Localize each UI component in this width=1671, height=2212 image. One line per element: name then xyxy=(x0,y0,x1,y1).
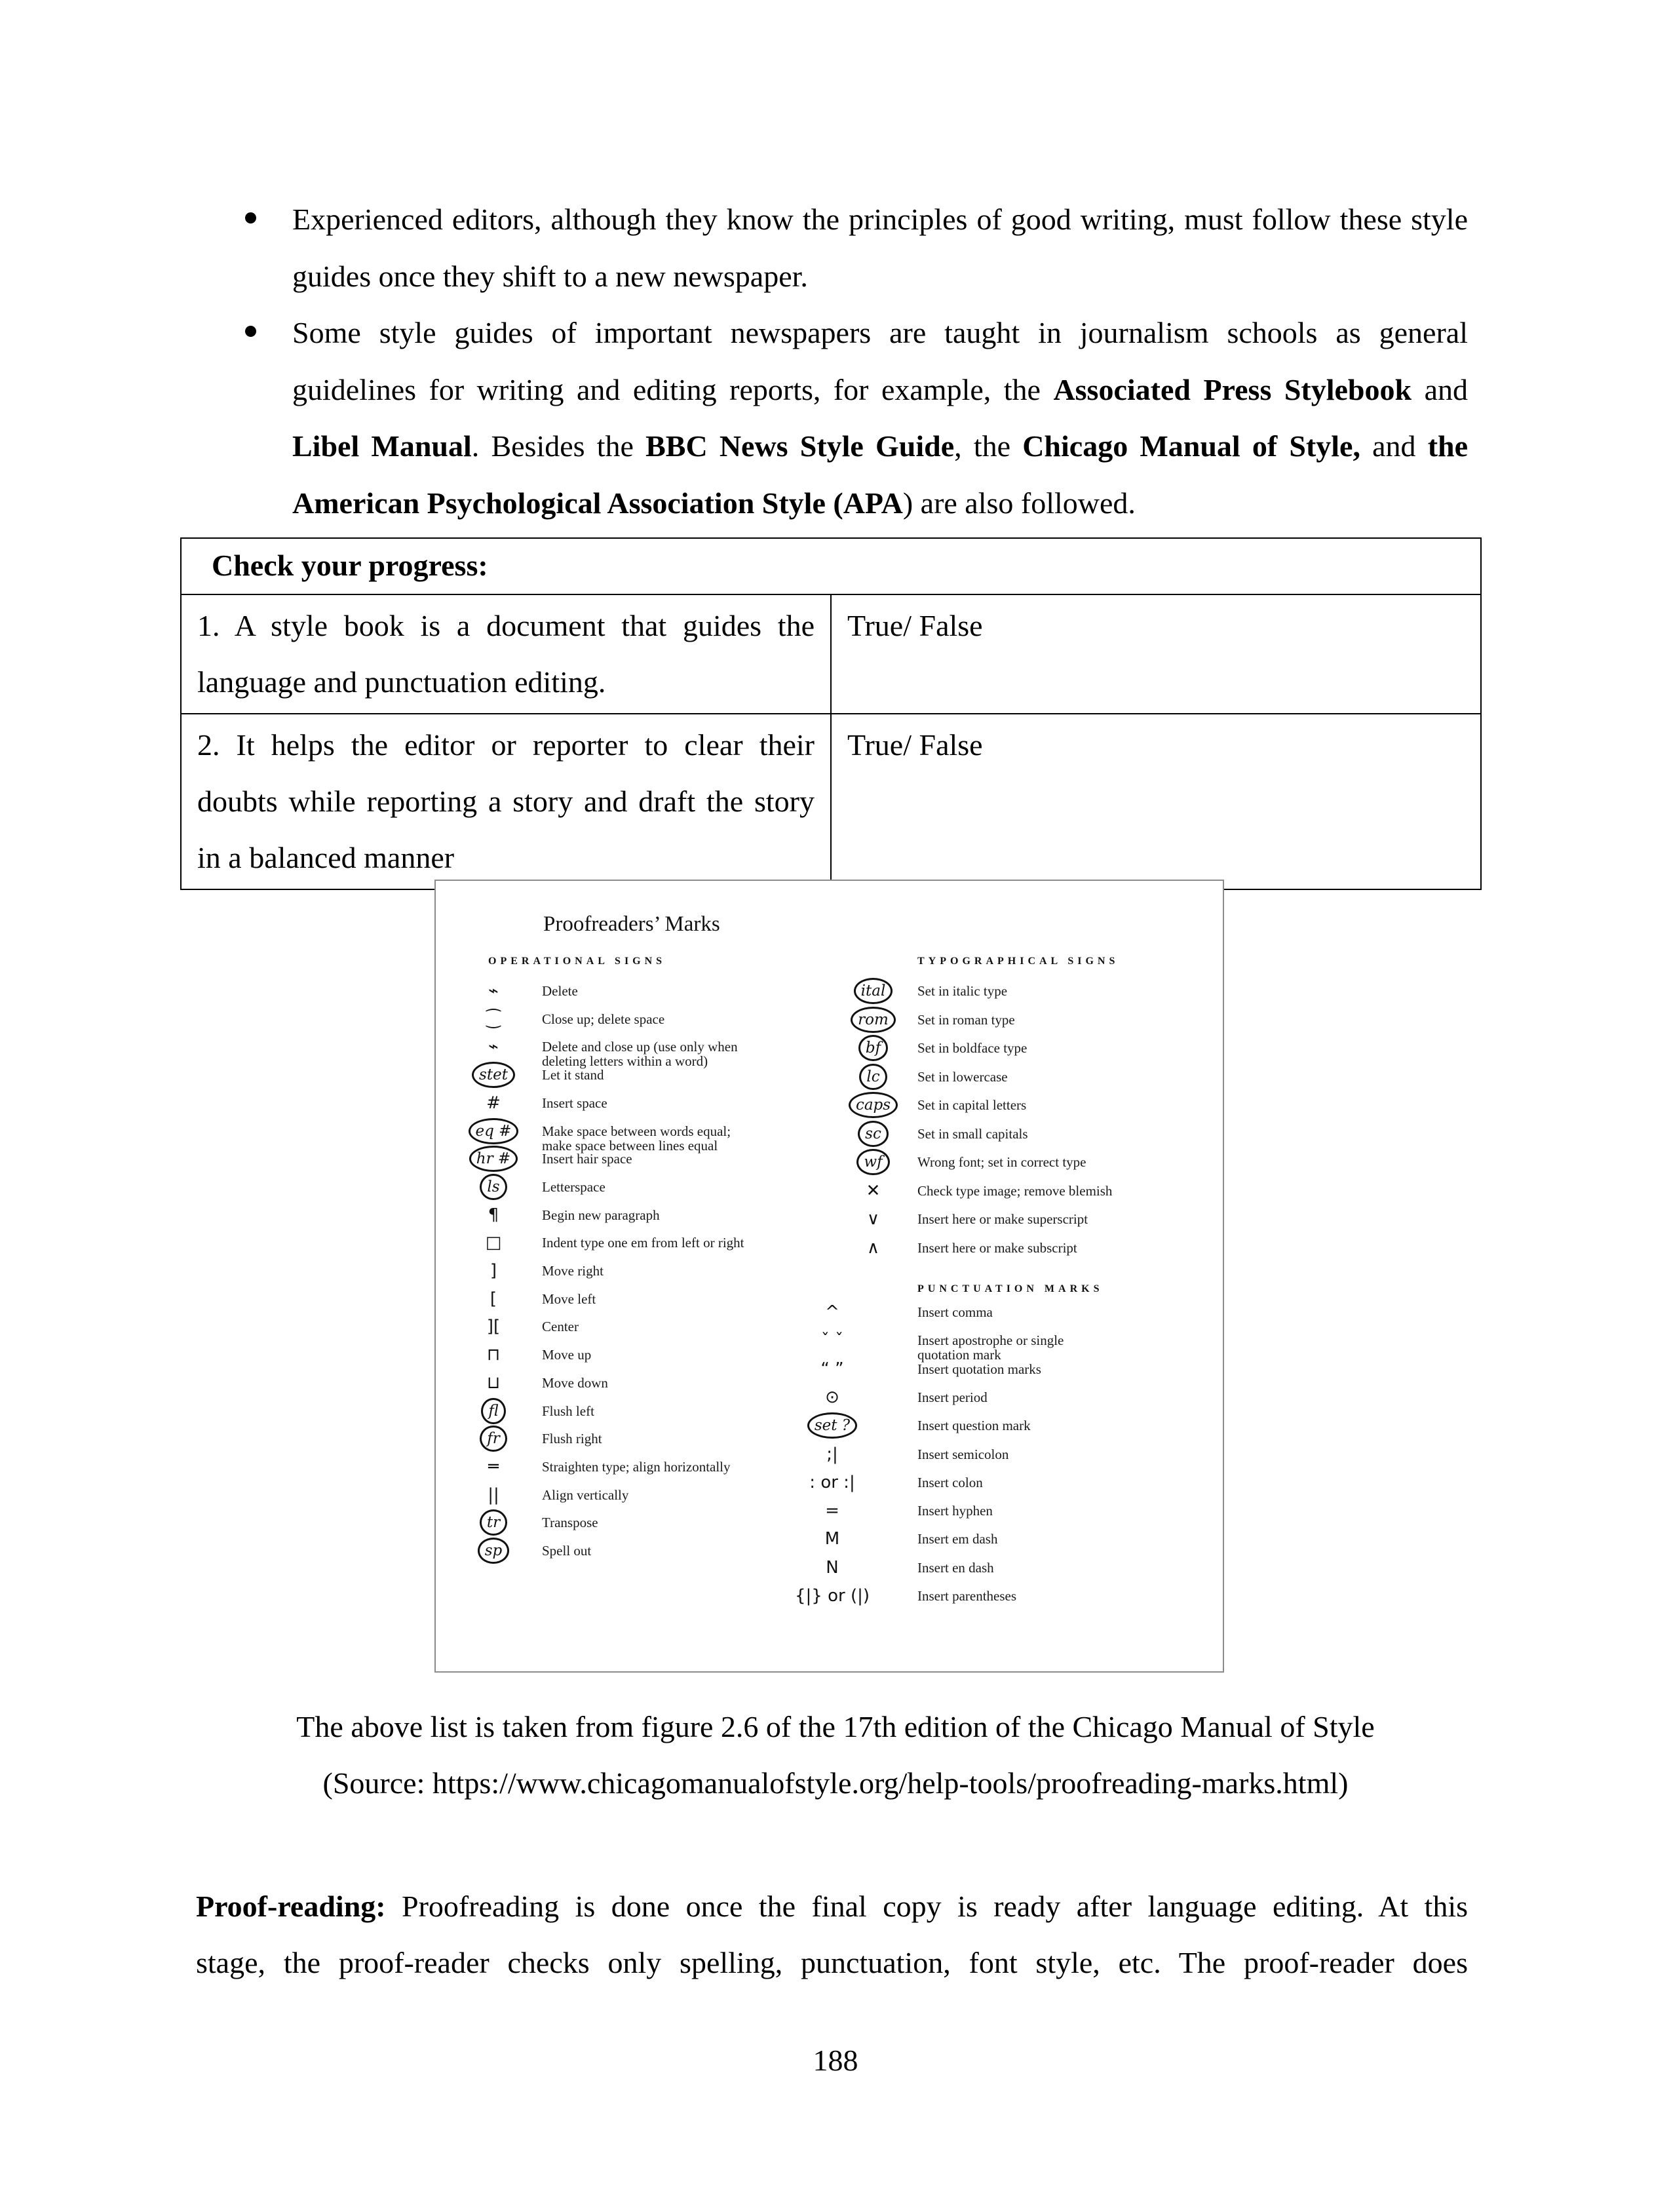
mark-symbol-icon xyxy=(454,1062,533,1088)
mark-symbol-icon xyxy=(454,1090,533,1116)
mark-label: Insert quotation marks xyxy=(917,1361,1041,1377)
mark-label: Insert apostrophe or single quotation mark xyxy=(917,1332,1064,1363)
mark-symbol-icon xyxy=(832,1206,914,1232)
mark-label: Insert en dash xyxy=(917,1559,994,1576)
bullet-segment-bold: BBC News Style Guide xyxy=(645,429,955,463)
bullet-segment-bold: Libel Manual xyxy=(292,429,472,463)
paragraph-text: Proofreading is done once the final copy is ready after language editing. At this xyxy=(385,1890,1468,1923)
mark-label: Wrong font; set in correct type xyxy=(917,1154,1086,1170)
mark-symbol-icon xyxy=(750,1412,914,1439)
bullet-item xyxy=(0,191,1671,305)
bullet-dot-icon xyxy=(245,326,256,337)
mark-label: Letterspace xyxy=(542,1178,605,1195)
mark-symbol-icon xyxy=(750,1327,914,1353)
mark-symbol-icon xyxy=(832,1007,914,1033)
mark-symbol-text: {|} or (|) xyxy=(794,1586,870,1606)
bullet-segment: . Besides the xyxy=(471,429,646,463)
mark-label: Insert comma xyxy=(917,1304,993,1320)
mark-symbol-text: : or :| xyxy=(809,1472,855,1492)
mark-label: Insert here or make subscript xyxy=(917,1239,1077,1256)
mark-symbol-text: fr xyxy=(480,1426,507,1452)
mark-label: Move left xyxy=(542,1290,596,1307)
mark-symbol-text: ˇ ˇ xyxy=(820,1330,844,1351)
question-text: 1. A style book is a document that guides the language and punctuation editing. xyxy=(197,609,815,699)
answer-text: True/ False xyxy=(847,609,983,642)
mark-symbol-text: ][ xyxy=(486,1317,501,1337)
paragraph-line: stage, the proof-reader checks only spelling, punctuation, font style, etc. The proof-reader does xyxy=(196,1946,1468,1979)
mark-label: Set in roman type xyxy=(917,1011,1015,1028)
mark-symbol-icon xyxy=(454,1118,533,1144)
mark-symbol-text: set ? xyxy=(807,1412,857,1439)
mark-symbol-text: tr xyxy=(480,1509,507,1536)
mark-symbol-text: # xyxy=(486,1093,501,1113)
typographical-heading: TYPOGRAPHICAL SIGNS xyxy=(917,956,1119,967)
mark-label: Check type image; remove blemish xyxy=(917,1182,1113,1199)
mark-symbol-icon xyxy=(454,1482,533,1508)
mark-symbol-icon xyxy=(832,1092,914,1118)
bullet-segment: and xyxy=(1360,429,1428,463)
mark-symbol-text: || xyxy=(488,1484,499,1505)
bullet-item xyxy=(0,305,1671,532)
mark-label: Set in capital letters xyxy=(917,1097,1027,1113)
proofreading-paragraph xyxy=(196,1878,1468,1991)
mark-label: Center xyxy=(542,1319,579,1335)
mark-symbol-icon xyxy=(454,1342,533,1368)
bullet-segment: and xyxy=(1412,372,1469,406)
question-text: 2. It helps the editor or reporter to clear their doubts while reporting a story and draft the story in a balanced manner xyxy=(197,728,815,874)
mark-symbol-icon xyxy=(750,1469,914,1496)
mark-symbol-icon xyxy=(832,978,914,1004)
mark-symbol-text: ⌁ xyxy=(488,981,499,1001)
bullet-text xyxy=(292,191,1468,305)
progress-header-row xyxy=(181,538,1481,594)
mark-label: Insert semicolon xyxy=(917,1446,1009,1462)
mark-label: Insert parentheses xyxy=(917,1588,1017,1604)
progress-row xyxy=(181,594,1481,714)
mark-symbol-icon xyxy=(832,1235,914,1261)
mark-label: Set in lowercase xyxy=(917,1068,1008,1085)
mark-symbol-text: ⊓ xyxy=(486,1345,501,1365)
answer-cell xyxy=(831,714,1481,889)
mark-symbol-icon xyxy=(454,1509,533,1536)
figure-caption: The above list is taken from figure 2.6 of the 17th edition of the Chicago Manual of Style xyxy=(296,1710,1375,1743)
mark-symbol-text: ital xyxy=(854,978,893,1004)
mark-label: Set in boldface type xyxy=(917,1040,1028,1056)
mark-symbol-text: ¶ xyxy=(488,1205,499,1225)
mark-symbol-icon xyxy=(750,1356,914,1382)
bullet-segment-bold: the American Psychological Association Style (APA xyxy=(292,429,1469,520)
mark-symbol-icon xyxy=(454,1426,533,1452)
proofreaders-marks-figure xyxy=(434,880,1224,1673)
mark-symbol-icon xyxy=(832,1035,914,1061)
bullet-list xyxy=(0,191,1671,532)
mark-symbol-text: ⊔ xyxy=(486,1372,501,1393)
bullet-segment-bold: Chicago Manual of Style, xyxy=(1022,429,1360,463)
mark-label: Indent type one em from left or right xyxy=(542,1235,744,1251)
mark-label: Insert space xyxy=(542,1095,607,1111)
mark-symbol-text: M xyxy=(824,1529,840,1549)
progress-table xyxy=(180,537,1482,890)
mark-symbol-icon xyxy=(750,1526,914,1552)
bullet-segment-bold: Associated Press Stylebook xyxy=(1053,372,1412,406)
mark-symbol-text: ls xyxy=(480,1174,507,1200)
mark-label: Straighten type; align horizontally xyxy=(542,1458,731,1475)
mark-label: Insert em dash xyxy=(917,1531,998,1547)
mark-symbol-text: eq # xyxy=(469,1118,519,1144)
mark-symbol-text: fl xyxy=(481,1398,505,1424)
mark-symbol-icon xyxy=(750,1441,914,1467)
progress-heading: Check your progress: xyxy=(212,549,488,582)
mark-symbol-icon xyxy=(454,1454,533,1480)
mark-symbol-text: = xyxy=(825,1501,839,1521)
mark-label: Begin new paragraph xyxy=(542,1207,660,1223)
mark-label: Transpose xyxy=(542,1515,598,1531)
mark-symbol-icon xyxy=(454,1034,533,1060)
mark-symbol-text: stet xyxy=(472,1062,515,1088)
mark-symbol-icon xyxy=(750,1555,914,1581)
punctuation-heading: PUNCTUATION MARKS xyxy=(917,1283,1104,1294)
question-cell xyxy=(181,714,831,889)
answer-cell xyxy=(831,594,1481,714)
mark-label: Insert hyphen xyxy=(917,1503,993,1519)
bullet-text xyxy=(292,305,1468,532)
mark-symbol-icon xyxy=(454,1370,533,1396)
mark-symbol-icon xyxy=(454,1313,533,1340)
proofreading-term: Proof-reading: xyxy=(196,1890,386,1923)
mark-label: Insert hair space xyxy=(542,1151,632,1167)
mark-symbol-icon xyxy=(454,1398,533,1424)
mark-symbol-icon xyxy=(750,1498,914,1524)
mark-symbol-text: ═ xyxy=(488,1456,499,1477)
mark-symbol-icon xyxy=(750,1583,914,1609)
mark-symbol-icon xyxy=(750,1299,914,1325)
mark-label: Move right xyxy=(542,1263,604,1279)
mark-symbol-text: wf xyxy=(856,1149,889,1175)
operational-heading: OPERATIONAL SIGNS xyxy=(488,956,666,967)
mark-symbol-text: rom xyxy=(851,1007,896,1033)
mark-label: Move up xyxy=(542,1347,592,1363)
bullet-segment: ) are also followed. xyxy=(902,486,1136,520)
mark-label: Move down xyxy=(542,1374,608,1391)
mark-label: Insert colon xyxy=(917,1474,983,1490)
mark-symbol-text: sc xyxy=(858,1121,889,1147)
mark-symbol-icon xyxy=(454,1538,533,1564)
mark-label: Set in small capitals xyxy=(917,1125,1028,1142)
bullet-dot-icon xyxy=(245,212,256,223)
mark-symbol-text: bf xyxy=(858,1035,888,1061)
figure-title: Proofreaders’ Marks xyxy=(543,912,720,936)
mark-symbol-text: caps xyxy=(849,1092,898,1118)
mark-symbol-text: N xyxy=(826,1557,839,1578)
mark-label: Insert here or make superscript xyxy=(917,1211,1088,1227)
mark-label: Insert question mark xyxy=(917,1418,1031,1434)
bullet-segment: Some style guides of important newspapers are taught in journalism schools as general guidelines for writing and editing reports, for example, the xyxy=(292,316,1468,406)
mark-symbol-text: ] xyxy=(490,1261,497,1281)
mark-symbol-text: □ xyxy=(485,1233,502,1253)
mark-label: Make space between words equal; make space between lines equal xyxy=(542,1123,731,1154)
mark-symbol-icon xyxy=(454,1202,533,1228)
figure-source: (Source: https://www.chicagomanualofstyle.org/help-tools/proofreading-marks.html) xyxy=(322,1766,1349,1800)
mark-label: Insert period xyxy=(917,1389,988,1405)
mark-label: Close up; delete space xyxy=(542,1011,665,1027)
mark-label: Align vertically xyxy=(542,1486,629,1503)
mark-symbol-text: ✕ xyxy=(866,1180,881,1201)
mark-symbol-text: ⁐ xyxy=(486,1009,501,1029)
mark-symbol-icon xyxy=(832,1121,914,1147)
mark-label: Flush left xyxy=(542,1403,594,1419)
mark-symbol-icon xyxy=(454,1286,533,1312)
mark-symbol-icon xyxy=(454,1146,533,1172)
mark-symbol-text: ∨ xyxy=(866,1209,880,1229)
mark-symbol-icon xyxy=(454,1006,533,1032)
mark-label: Flush right xyxy=(542,1431,602,1447)
mark-symbol-icon xyxy=(454,978,533,1004)
mark-symbol-text: hr # xyxy=(469,1146,518,1172)
paragraph-line xyxy=(196,1878,1468,1935)
mark-label: Delete and close up (use only when deleting letters within a word) xyxy=(542,1039,738,1070)
mark-symbol-text: sp xyxy=(478,1538,510,1564)
progress-row xyxy=(181,714,1481,889)
mark-symbol-text: ∧ xyxy=(866,1237,880,1258)
mark-symbol-icon xyxy=(454,1258,533,1284)
mark-symbol-icon xyxy=(454,1174,533,1200)
mark-symbol-icon xyxy=(832,1178,914,1204)
mark-label: Let it stand xyxy=(542,1067,604,1083)
mark-symbol-text: ⊙ xyxy=(825,1387,839,1407)
mark-symbol-text: ^ xyxy=(825,1302,839,1322)
mark-symbol-text: ⌁ xyxy=(488,1037,499,1057)
mark-symbol-icon xyxy=(832,1064,914,1090)
bullet-segment: , the xyxy=(954,429,1023,463)
mark-symbol-text: “ ” xyxy=(820,1359,844,1379)
mark-symbol-text: ;| xyxy=(826,1444,838,1464)
bullet-segment: Experienced editors, although they know the principles of good writing, must follow these style guides once they shift to a new newspaper. xyxy=(292,203,1468,293)
mark-label: Set in italic type xyxy=(917,983,1008,999)
question-cell xyxy=(181,594,831,714)
page-number: 188 xyxy=(813,2044,858,2077)
answer-text: True/ False xyxy=(847,728,983,762)
progress-heading-cell xyxy=(181,538,1481,594)
mark-symbol-icon xyxy=(750,1384,914,1410)
mark-symbol-text: [ xyxy=(490,1289,497,1309)
mark-label: Spell out xyxy=(542,1543,592,1559)
mark-symbol-icon xyxy=(454,1230,533,1256)
mark-symbol-icon xyxy=(832,1149,914,1175)
mark-symbol-text: lc xyxy=(859,1064,887,1090)
mark-label: Delete xyxy=(542,983,578,999)
